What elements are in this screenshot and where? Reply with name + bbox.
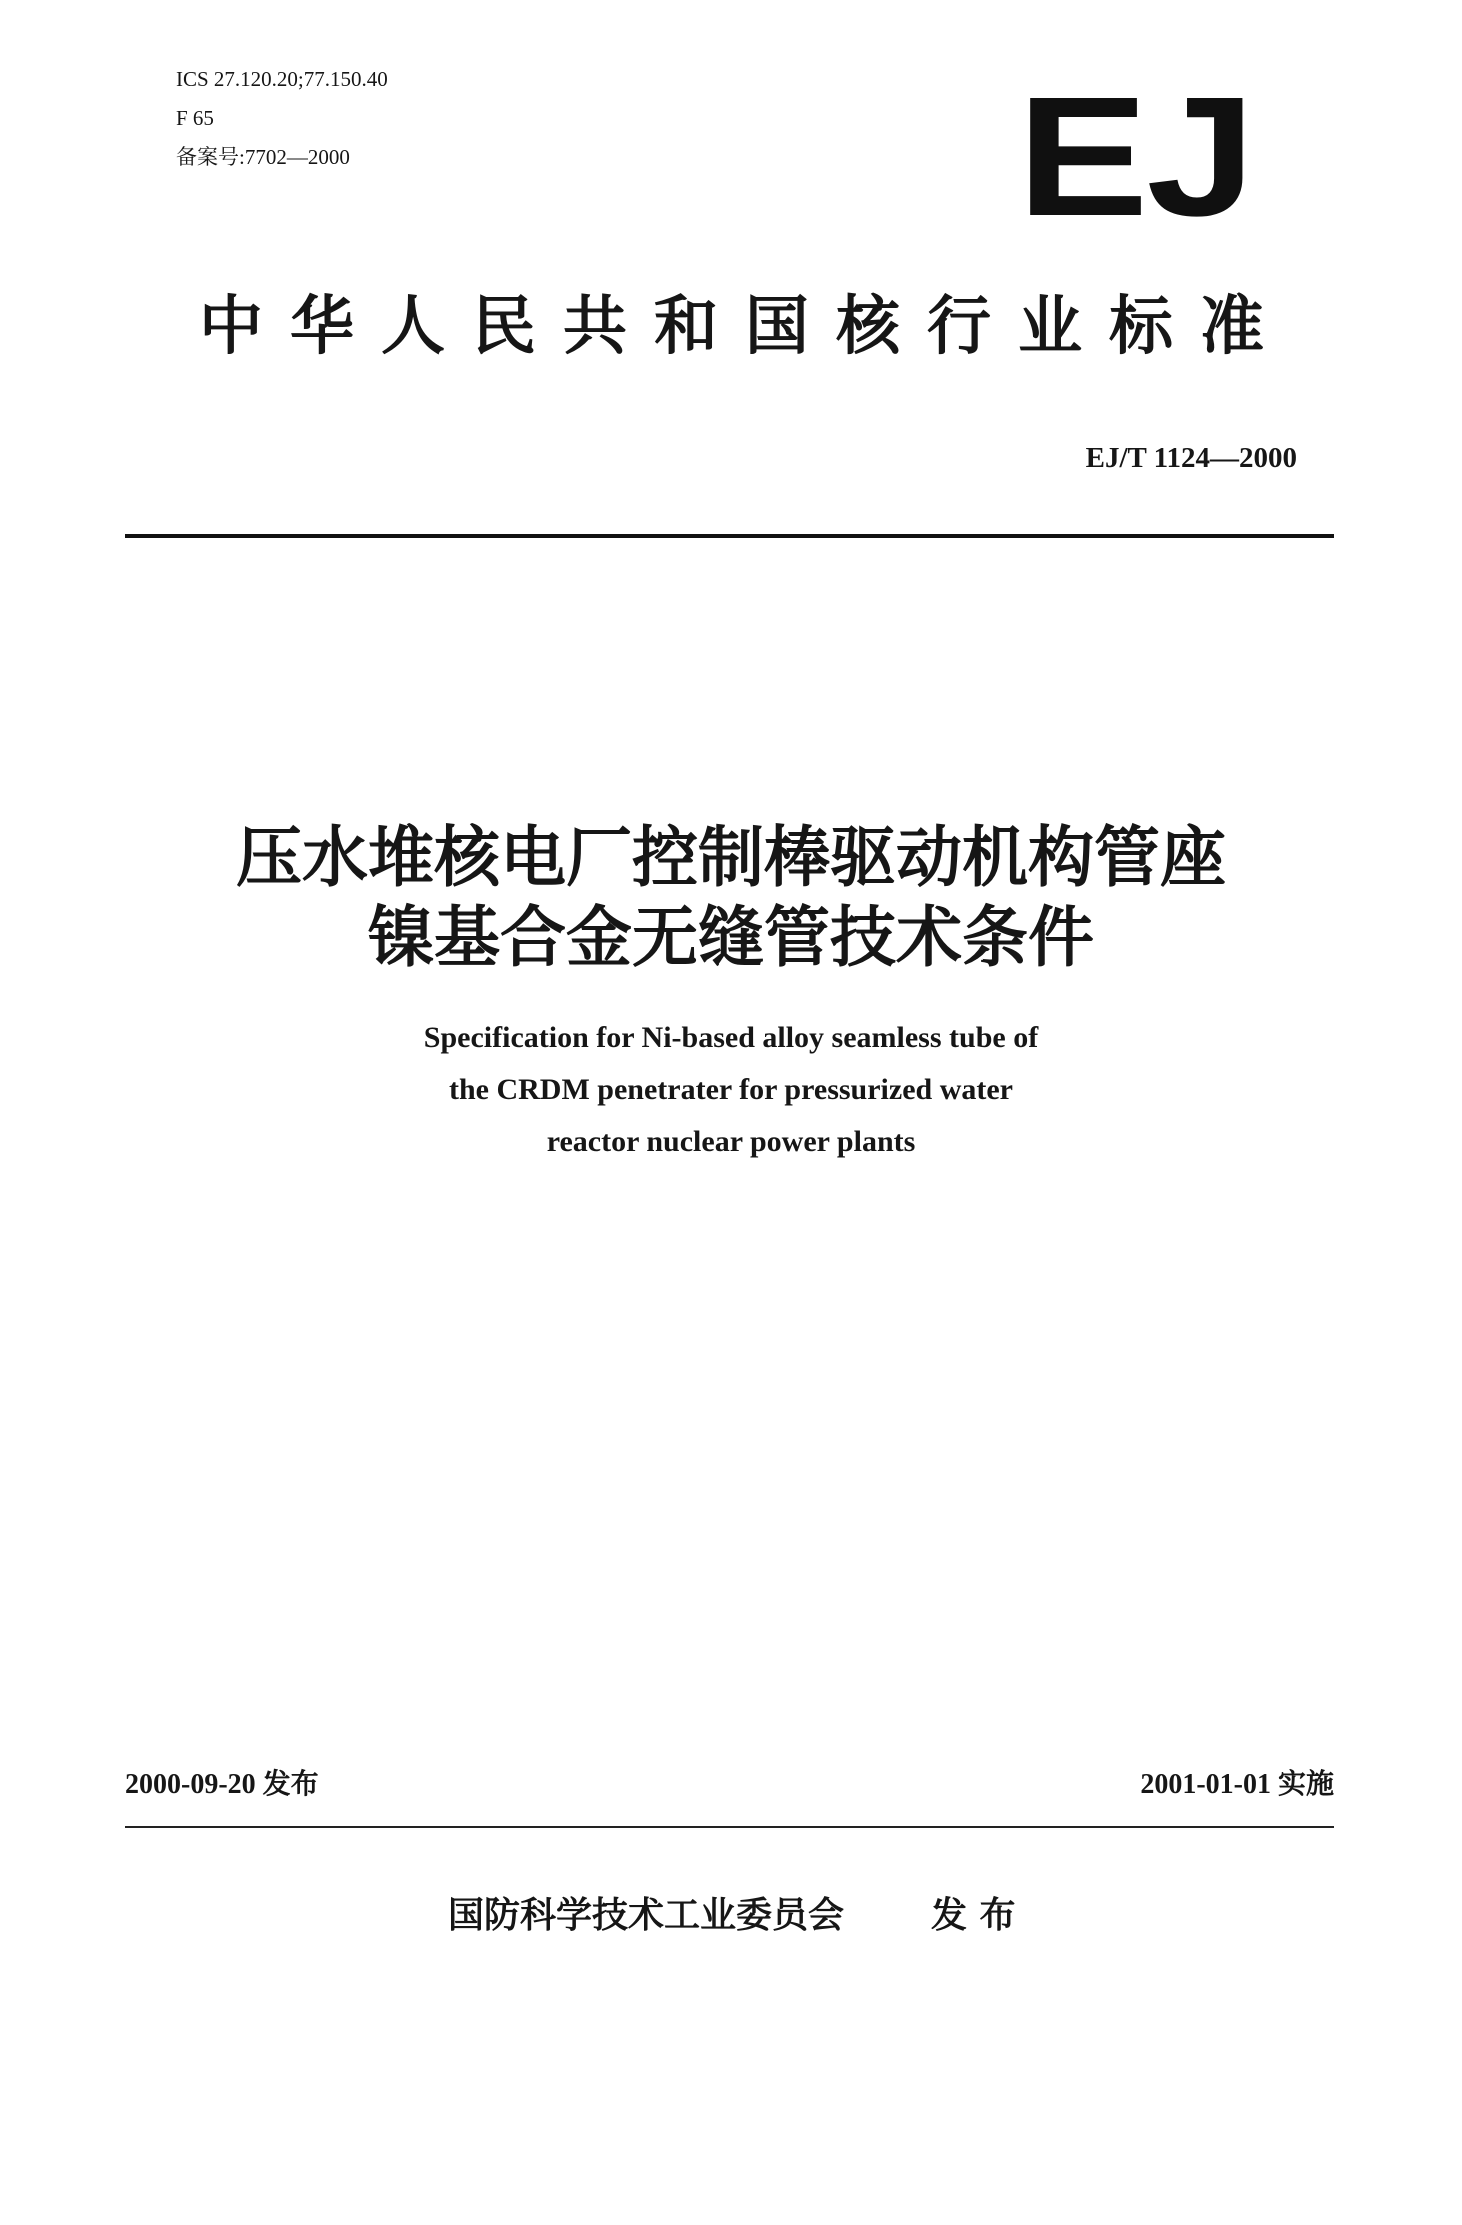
ccs-code: F 65 bbox=[176, 106, 214, 130]
classification-block bbox=[176, 60, 388, 177]
footer-divider bbox=[125, 1826, 1334, 1828]
publisher-action: 发 布 bbox=[931, 1895, 1016, 1936]
english-title-line: reactor nuclear power plants bbox=[546, 1125, 916, 1158]
chinese-title-line: 镍基合金无缝管技术条件 bbox=[368, 899, 1094, 976]
header-divider bbox=[125, 534, 1334, 538]
ics-code: ICS 27.120.20;77.150.40 bbox=[176, 67, 388, 91]
issue-date: 2000-09-20 发布 bbox=[125, 1769, 319, 1800]
chinese-title bbox=[0, 818, 1462, 978]
english-title-line: the CRDM penetrater for pressurized water bbox=[448, 1073, 1013, 1106]
record-number: 备案号:7702—2000 bbox=[176, 145, 350, 169]
standard-category: 中华人民共和国核行业标准 bbox=[199, 290, 1291, 364]
standard-number: EJ/T 1124—2000 bbox=[1085, 442, 1297, 474]
publisher-name: 国防科学技术工业委员会 bbox=[448, 1895, 845, 1936]
chinese-title-line: 压水堆核电厂控制棒驱动机构管座 bbox=[236, 819, 1226, 896]
english-title-line: Specification for Ni-based alloy seamless tube of bbox=[423, 1021, 1039, 1054]
implementation-date: 2001-01-01 实施 bbox=[1140, 1769, 1334, 1800]
english-title bbox=[0, 1012, 1462, 1168]
ej-logo: EJ bbox=[1017, 62, 1254, 252]
